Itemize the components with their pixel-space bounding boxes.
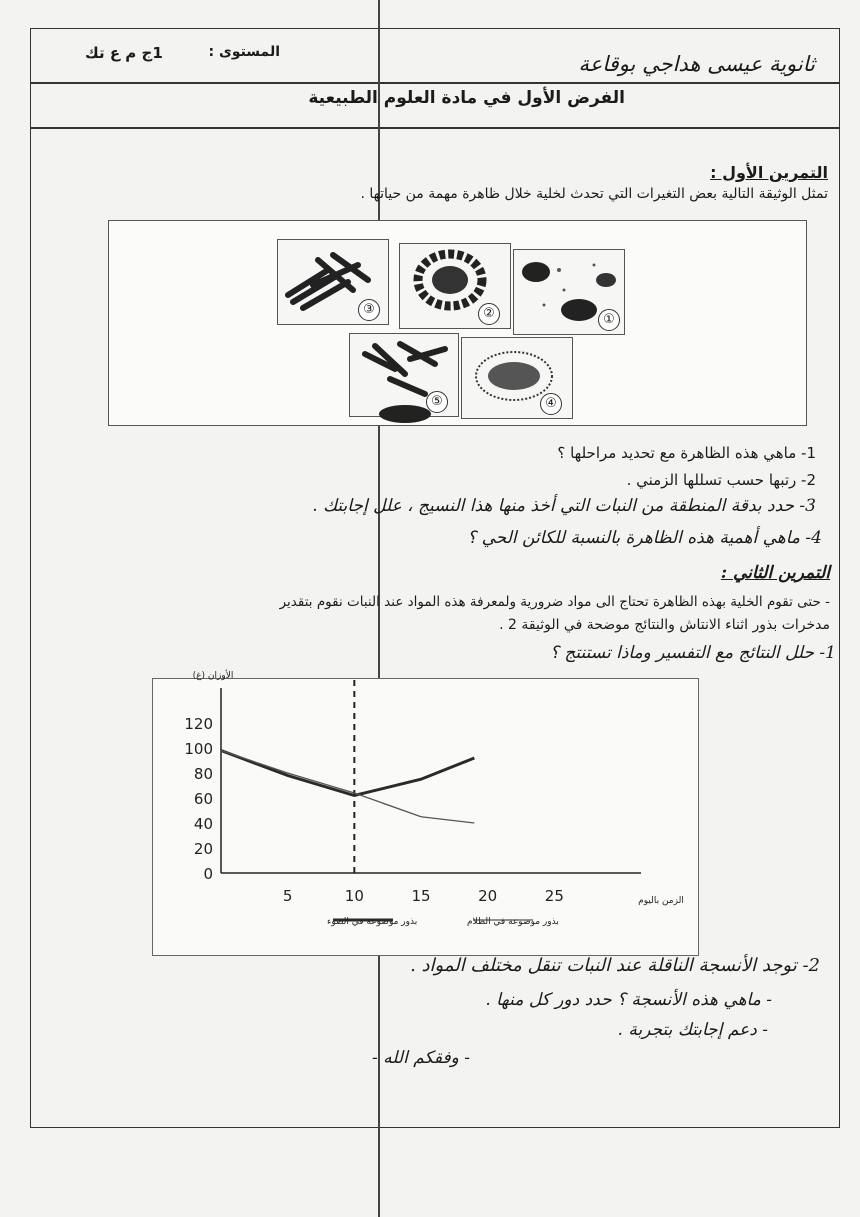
legend-label-2: بذور موضوعة في الظلام bbox=[467, 917, 559, 927]
cell-number-4: ④ bbox=[540, 393, 562, 415]
cell-image-1 bbox=[513, 249, 625, 335]
exercise2-intro-line1: - حتى تقوم الخلية بهذه الظاهرة تحتاج الى مواد ضرورية ولمعرفة هذه المواد عند النبات نقوم بتقدير bbox=[279, 594, 830, 610]
cell-number-5: ⑤ bbox=[426, 391, 448, 413]
y-tick-label: 80 bbox=[193, 765, 213, 783]
school-name: ثانوية عيسى هداجي بوقاعة bbox=[578, 52, 815, 76]
x-tick-label: 25 bbox=[544, 887, 564, 905]
cell-number-3: ③ bbox=[358, 299, 380, 321]
exercise1-question-1: 1- ماهي هذه الظاهرة مع تحديد مراحلها ؟ bbox=[557, 444, 816, 462]
legend-label-1: بذور موضوعة في الضوء bbox=[327, 917, 418, 927]
x-tick-label: 10 bbox=[344, 887, 364, 905]
cell-image-3 bbox=[277, 239, 389, 325]
series-line-1 bbox=[221, 751, 474, 796]
cell-image-5 bbox=[349, 333, 459, 417]
cell-image-2 bbox=[399, 243, 511, 329]
exercise1-intro: تمثل الوثيقة التالية بعض التغيرات التي تحدث لخلية خلال ظاهرة مهمة من حياتها . bbox=[360, 186, 828, 202]
y-tick-label: 0 bbox=[203, 865, 213, 883]
exercise1-question-4: 4- ماهي أهمية هذه الظاهرة بالنسبة للكائن الحي ؟ bbox=[467, 528, 822, 548]
exam-title: الفرض الأول في مادة العلوم الطبيعية bbox=[308, 88, 625, 108]
y-tick-label: 120 bbox=[184, 715, 213, 733]
exercise2-question-1: 1- حلل النتائج مع التفسير وماذا تستنتج ؟ bbox=[550, 643, 836, 663]
document-2-chart-frame bbox=[152, 671, 699, 956]
y-tick-label: 60 bbox=[193, 790, 213, 808]
exercise2-intro-line2: مدخرات بذور اثناء الانتاش والنتائج موضحة في الوثيقة 2 . bbox=[499, 617, 830, 633]
mitosis-figure bbox=[108, 220, 807, 426]
y-tick-label: 40 bbox=[193, 815, 213, 833]
closing-wish: - وفقكم الله - bbox=[372, 1048, 470, 1068]
x-tick-label: 5 bbox=[282, 887, 293, 905]
y-axis-label: الأوزان (غ) bbox=[192, 671, 234, 681]
y-tick-label: 20 bbox=[193, 840, 213, 858]
cell-number-2: ② bbox=[478, 303, 500, 325]
header-divider-bottom bbox=[30, 127, 839, 129]
header-divider-top bbox=[30, 82, 839, 84]
y-tick-label: 100 bbox=[184, 740, 213, 758]
exercise1-heading: التمرين الأول : bbox=[710, 163, 828, 182]
exercise1-question-3: 3- حدد بدقة المنطقة من النبات التي أخذ منها هذا النسيج ، علل إجابتك . bbox=[312, 496, 816, 516]
exercise2-handwritten-2: 2- توجد الأنسجة الناقلة عند النبات تنقل مختلف المواد . bbox=[410, 955, 820, 976]
seed-reserves-chart bbox=[153, 671, 698, 955]
x-tick-label: 15 bbox=[411, 887, 431, 905]
exercise2-handwritten-4: - دعم إجابتك بتجربة . bbox=[617, 1020, 768, 1040]
level-value: 1ج م ع تك bbox=[85, 44, 163, 62]
exercise2-heading: التمرين الثاني : bbox=[720, 563, 830, 583]
x-tick-label: 20 bbox=[478, 887, 498, 905]
cell-image-4 bbox=[461, 337, 573, 419]
exercise1-question-2: 2- رتبها حسب تسللها الزمني . bbox=[626, 471, 816, 489]
level-label: المستوى : bbox=[208, 44, 280, 60]
series-line-2 bbox=[221, 751, 474, 824]
cell-number-1: ① bbox=[598, 309, 620, 331]
exercise2-handwritten-3: - ماهي هذه الأنسجة ؟ حدد دور كل منها . bbox=[485, 990, 772, 1010]
x-axis-label: الزمن باليوم bbox=[638, 896, 684, 906]
